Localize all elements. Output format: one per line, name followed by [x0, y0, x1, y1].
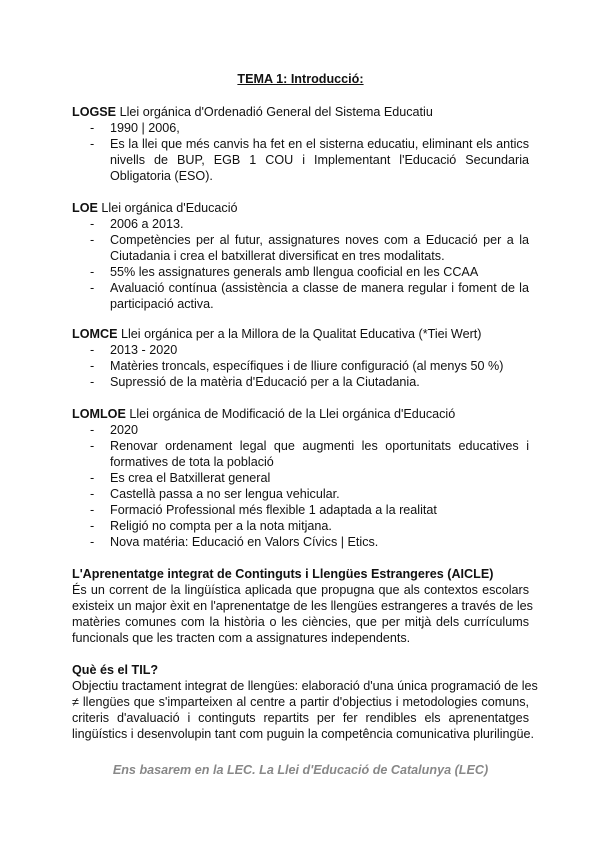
law-name: Llei orgánica per a la Millora de la Qualitat Educativa (*Tiei Wert)	[117, 327, 482, 341]
list-item: - Es crea el Batxillerat general	[90, 471, 271, 485]
paragraph-line: criteris d'avaluació i continguts repartits per fer rendibles els aprenentatges	[72, 711, 529, 725]
dash-bullet: -	[90, 359, 95, 373]
paragraph-line: ≠ llengües que s'imparteixen al centre a partir d'objectius i metodologies comuns,	[72, 695, 529, 709]
dash-bullet: -	[90, 233, 95, 247]
dash-bullet: -	[90, 217, 95, 231]
dash-bullet: -	[90, 423, 95, 437]
law-acronym: LOMLOE	[72, 407, 126, 421]
list-item: - Supressió de la matèria d'Educació per a la Ciutadania.	[90, 375, 420, 389]
paragraph-line: Objectiu tractament integrat de llengües: elaboració d'una única programació de les	[72, 679, 538, 693]
paragraph-line: És un corrent de la lingüística aplicada que propugna que als contextos escolars	[72, 583, 529, 597]
dash-bullet: -	[90, 121, 95, 135]
paragraph-line: funcionals que les tracten com a assignatures independents.	[72, 631, 411, 645]
list-item: - Avaluació contínua (assistència a classe de manera regular i foment de la participació activa.	[90, 281, 529, 311]
dash-bullet: -	[90, 375, 95, 389]
list-item: - Competències per al futur, assignatures noves com a Educació per a la Ciutadania i crea el batxillerat diversificat en tres modalitats.	[90, 233, 529, 263]
law-item-list	[72, 342, 529, 390]
paragraph-line: existeix un major èxit en l'aprenentatge de les llengües estrangeres a través de les	[72, 599, 533, 613]
law-heading	[72, 326, 529, 342]
dash-bullet: -	[90, 471, 95, 485]
law-heading	[72, 406, 529, 422]
law-acronym: LOMCE	[72, 327, 118, 341]
law-item-list	[72, 216, 529, 312]
law-heading	[72, 104, 529, 120]
list-item: - 55% les assignatures generals amb llengua cooficial en les CCAA	[90, 265, 479, 279]
law-name: Llei orgánica d'Educació	[97, 201, 238, 215]
law-name: Llei orgánica de Modificació de la Llei orgánica d'Educació	[125, 407, 456, 421]
list-item: - Formació Professional més flexible 1 adaptada a la realitat	[90, 503, 437, 517]
dash-bullet: -	[90, 343, 95, 357]
paragraph-line: matèries comunes com la història o les ciències, que per mitjà dels currículums	[72, 615, 529, 629]
list-item: - Es la llei que més canvis ha fet en el sisterna educatiu, eliminant els antics nivells de BUP, EGB 1 COU i Implementant l'Educació Secundaria Obligatoria (ESO).	[90, 137, 529, 183]
dash-bullet: -	[90, 535, 95, 549]
list-item: - Renovar ordenament legal que augmenti les oportunitats educatives i formatives de tota la població	[90, 439, 529, 469]
dash-bullet: -	[90, 439, 95, 453]
page-title: TEMA 1: Introducció:	[237, 72, 364, 86]
list-item: - 2013 - 2020	[90, 343, 178, 357]
til-paragraph	[72, 678, 538, 742]
aicle-heading: L'Aprenentatge integrat de Continguts i Llengües Estrangeres (AICLE)	[72, 567, 494, 581]
dash-bullet: -	[90, 281, 95, 295]
law-name: Llei orgánica d'Ordenadió General del Sistema Educatiu	[116, 105, 433, 119]
dash-bullet: -	[90, 137, 95, 151]
law-section-loe	[72, 200, 529, 312]
law-heading	[72, 200, 529, 216]
footer-note: Ens basarem en la LEC. La Llei d'Educació de Catalunya (LEC)	[112, 763, 489, 777]
til-section	[72, 662, 538, 742]
law-item-list	[72, 422, 529, 550]
dash-bullet: -	[90, 487, 95, 501]
list-item: - 2020	[90, 423, 139, 437]
aicle-section	[72, 566, 533, 646]
list-item: - 2006 a 2013.	[90, 217, 184, 231]
list-item: - 1990 | 2006,	[90, 121, 180, 135]
dash-bullet: -	[90, 519, 95, 533]
paragraph-line: lingüístics i desenvolupin tant com puguin la competência comunicativa plurilingüe.	[72, 727, 535, 741]
law-acronym: LOGSE	[72, 105, 117, 119]
dash-bullet: -	[90, 265, 95, 279]
aicle-paragraph	[72, 582, 533, 646]
list-item: - Nova matéria: Educació en Valors Cívics | Etics.	[90, 535, 379, 549]
law-item-list	[72, 120, 529, 184]
law-acronym: LOE	[72, 201, 98, 215]
list-item: - Matèries troncals, específiques i de lliure configuració (al menys 50 %)	[90, 359, 504, 373]
law-section-lomloe	[72, 406, 529, 550]
law-section-logse	[72, 104, 529, 184]
list-item: - Castellà passa a no ser lengua vehicular.	[90, 487, 340, 501]
list-item: - Religió no compta per a la nota mitjana.	[90, 519, 332, 533]
law-section-lomce	[72, 326, 529, 390]
til-heading: Què és el TIL?	[72, 663, 159, 677]
dash-bullet: -	[90, 503, 95, 517]
